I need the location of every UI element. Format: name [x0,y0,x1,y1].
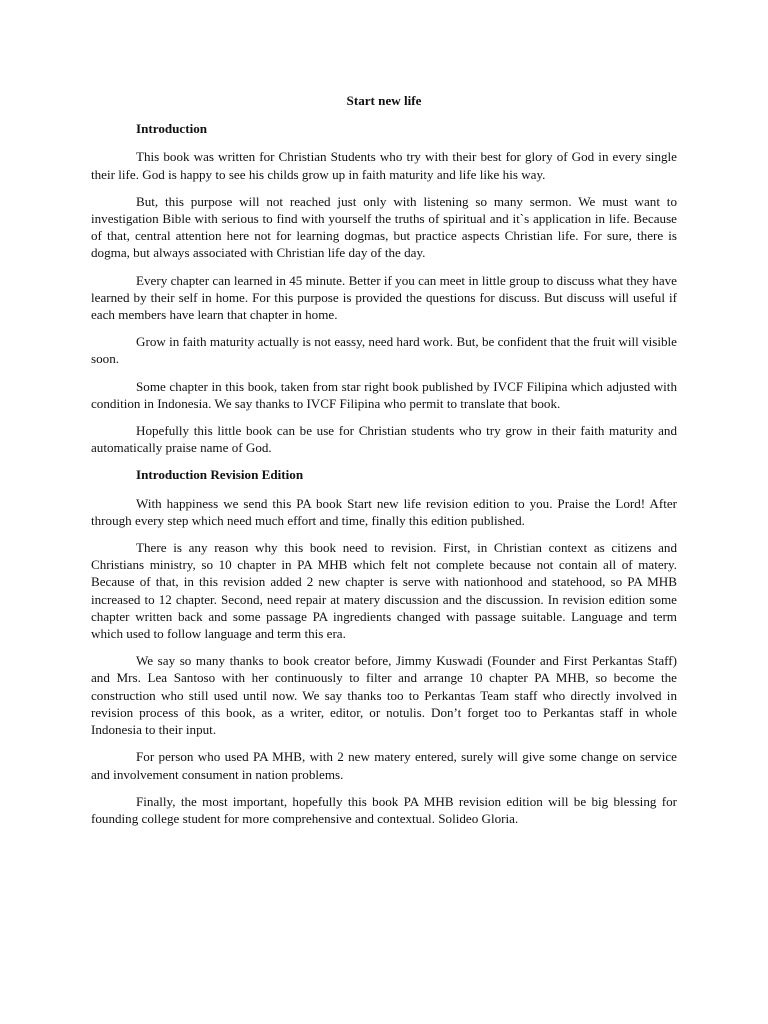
document-title: Start new life [346,93,422,108]
section-heading-revision-edition: Introduction Revision Edition [136,467,304,483]
paragraph: But, this purpose will not reached just only with listening so many sermon. We must want to investigation Bible with serious to find with yourself the truths of spiritual and it`s application in life. Because of that, central attention here not for learning dogmas, but practice aspects Christian life. For sure, there is dogma, but always associated with Christian life day of the day. [91,193,677,261]
paragraph: Every chapter can learned in 45 minute. Better if you can meet in little group to discuss what they have learned by their self in home. For this purpose is provided the questions for discuss. But discuss will useful if each members have learn that chapter in home. [91,272,677,323]
paragraph: Some chapter in this book, taken from star right book published by IVCF Filipina which adjusted with condition in Indonesia. We say thanks to IVCF Filipina who permit to translate that book. [91,378,677,411]
paragraph: With happiness we send this PA book Start new life revision edition to you. Praise the Lord! After through every step which need much effort and time, finally this edition published. [91,495,677,528]
paragraph: This book was written for Christian Students who try with their best for glory of God in every single their life. God is happy to see his childs grow up in faith maturity and life like his way. [91,149,677,182]
paragraph: For person who used PA MHB, with 2 new matery entered, surely will give some change on service and involvement consument in nation problems. [91,749,677,782]
section-heading-introduction: Introduction [136,121,208,137]
paragraph: We say so many thanks to book creator before, Jimmy Kuswadi (Founder and First Perkantas Staff) and Mrs. Lea Santoso with her continuously to filter and arrange 10 chapter PA MHB, so become the construction who still used until now. We say thanks too to Perkantas Team staff who directly involved in revision process of this book, as a writer, editor, or notulis. Don’t forget too to Perkantas staff in whole Indonesia to their input. [91,653,677,738]
document-page [91,92,677,837]
paragraph: Grow in faith maturity actually is not eassy, need hard work. But, be confident that the fruit will visible soon. [91,334,677,367]
paragraph: Finally, the most important, hopefully this book PA MHB revision edition will be big blessing for founding college student for more comprehensive and contextual. Solideo Gloria. [91,793,677,826]
paragraph: There is any reason why this book need to revision. First, in Christian context as citizens and Christians ministry, so 10 chapter in PA MHB which felt not complete because not contain all of matery. Because of that, in this revision added 2 new chapter is serve with nationhood and statehood, so PA MHB increased to 12 chapter. Second, need repair at matery discussion and the discussion. In revision edition some chapter written back and some passage PA ingredients changed with passage suitable. Language and term which used to follow language and term this era. [91,540,677,642]
paragraph: Hopefully this little book can be use for Christian students who try grow in their faith maturity and automatically praise name of God. [91,423,677,456]
